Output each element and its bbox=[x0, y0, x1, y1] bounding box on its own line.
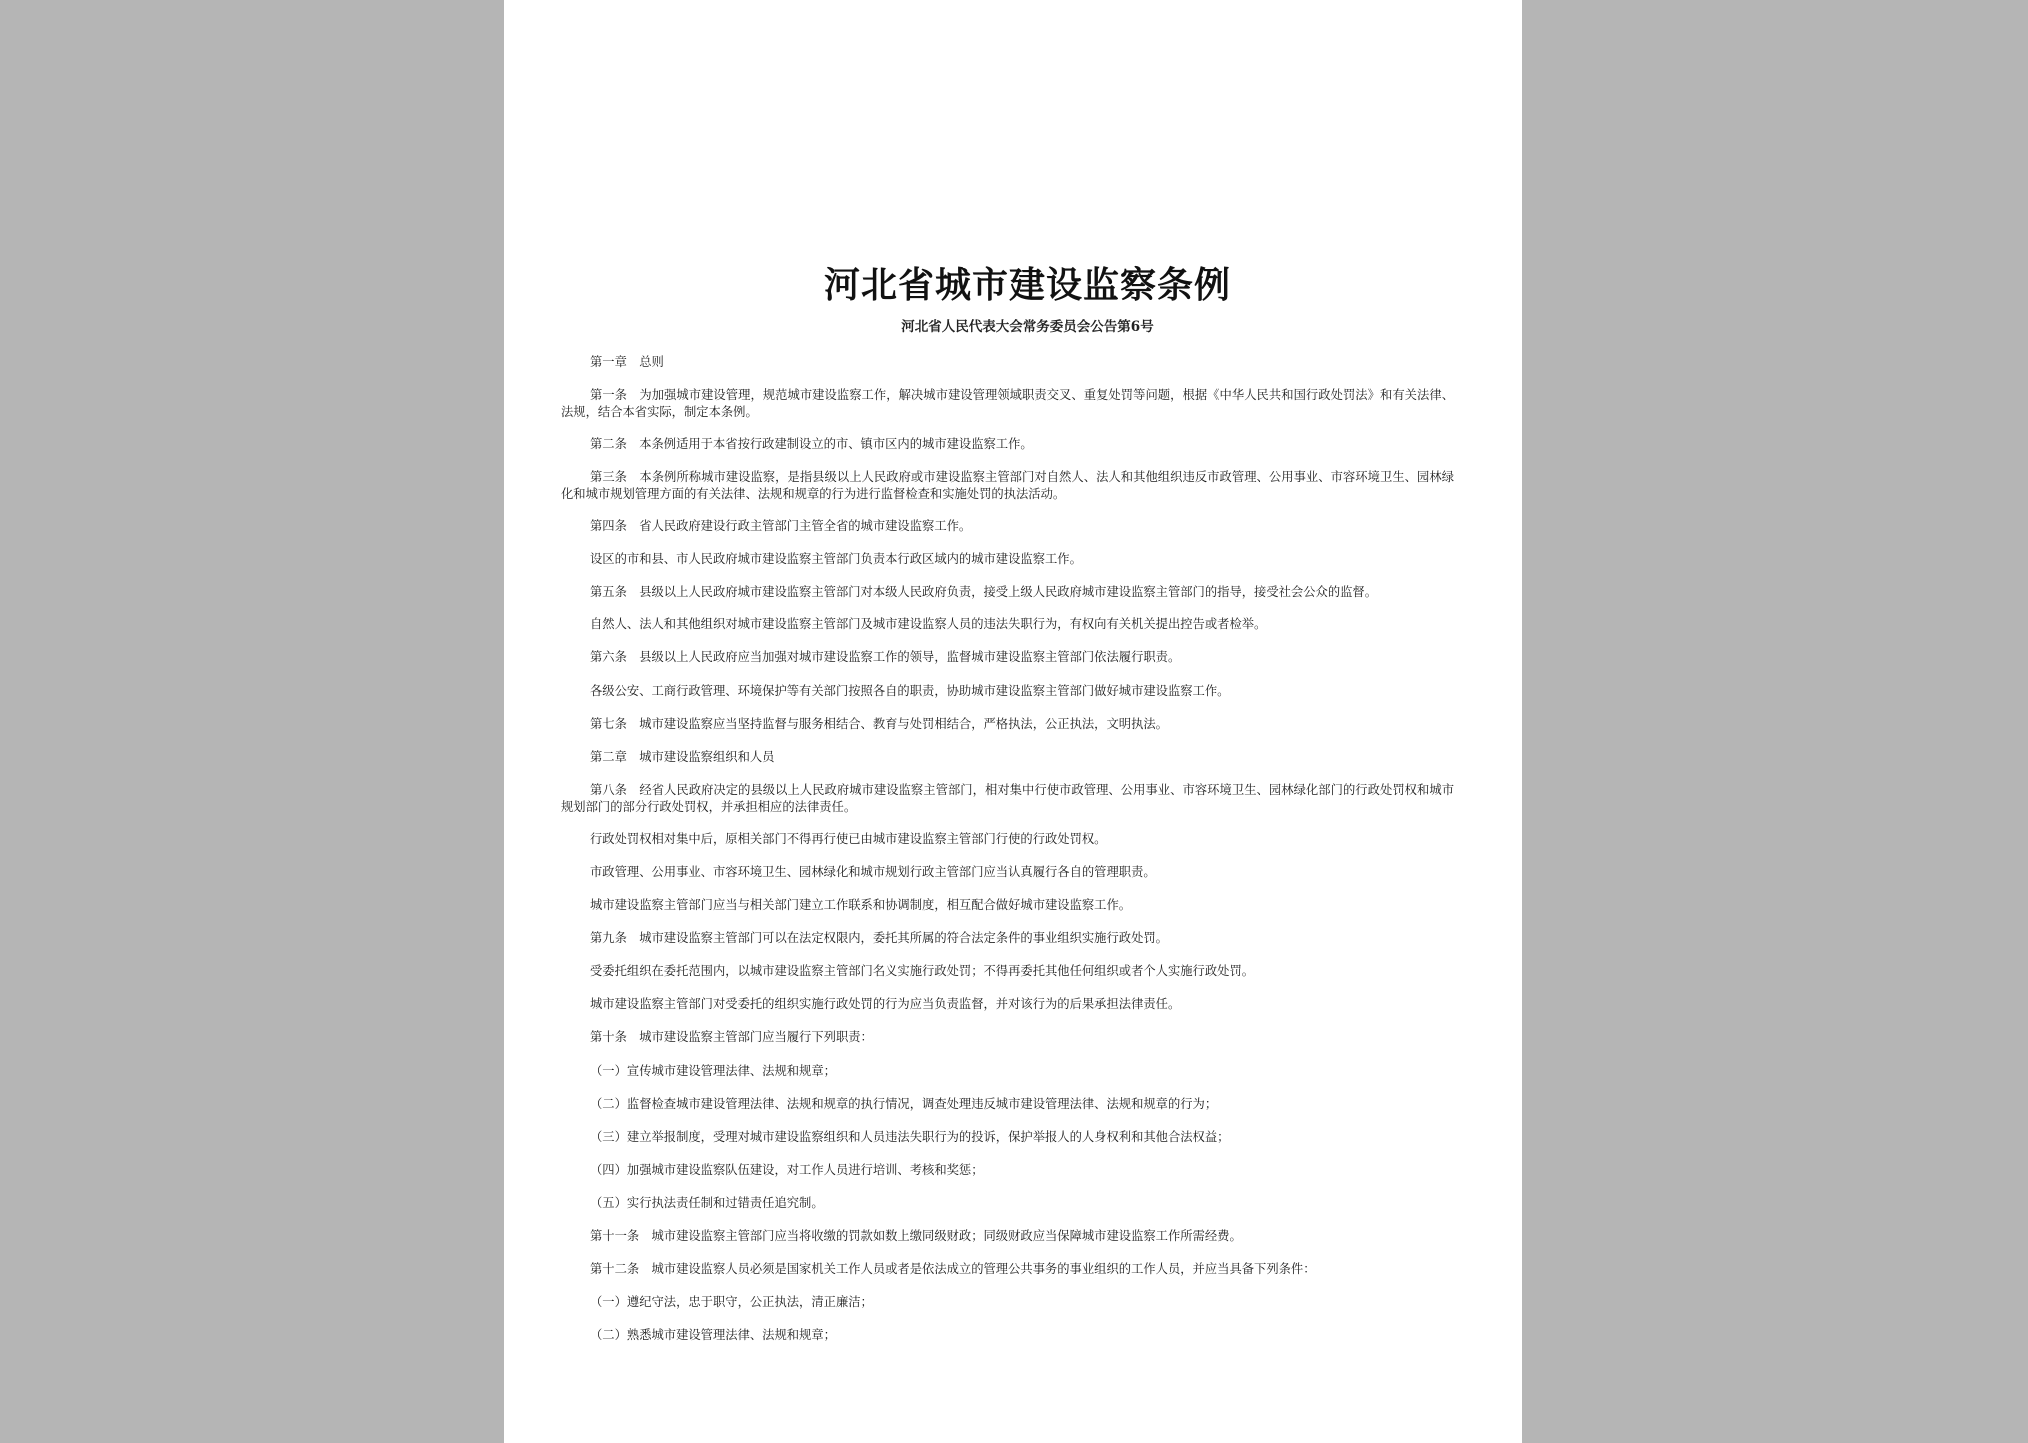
document-page bbox=[504, 0, 1522, 1443]
paragraph: （五）实行执法责任制和过错责任追究制。 bbox=[590, 1195, 824, 1210]
paragraph: （四）加强城市建设监察队伍建设，对工作人员进行培训、考核和奖惩； bbox=[590, 1162, 984, 1177]
document-title: 河北省城市建设监察条例 bbox=[823, 264, 1231, 306]
paragraph: 城市建设监察主管部门应当与相关部门建立工作联系和协调制度，相互配合做好城市建设监察工作。 bbox=[590, 898, 1132, 913]
paragraph: 第二条 本条例适用于本省按行政建制设立的市、镇市区内的城市建设监察工作。 bbox=[590, 437, 1033, 452]
paragraph: 设区的市和县、市人民政府城市建设监察主管部门负责本行政区域内的城市建设监察工作。 bbox=[590, 552, 1082, 567]
paragraph: （一）遵纪守法，忠于职守，公正执法，清正廉洁； bbox=[590, 1295, 873, 1310]
paragraph: 第九条 城市建设监察主管部门可以在法定权限内，委托其所属的符合法定条件的事业组织实施行政处罚。 bbox=[590, 931, 1168, 946]
paragraph: （三）建立举报制度，受理对城市建设监察组织和人员违法失职行为的投诉，保护举报人的人身权利和其他合法权益； bbox=[590, 1129, 1230, 1144]
paragraph: 第十一条 城市建设监察主管部门应当将收缴的罚款如数上缴同级财政；同级财政应当保障城市建设监察工作所需经费。 bbox=[590, 1228, 1242, 1243]
document-subtitle: 河北省人民代表大会常务委员会公告第6号 bbox=[901, 319, 1154, 335]
paragraph: 第十二条 城市建设监察人员必须是国家机关工作人员或者是依法成立的管理公共事务的事业组织的工作人员，并应当具备下列条件： bbox=[590, 1262, 1316, 1277]
paragraph: 第三条 本条例所称城市建设监察，是指县级以上人民政府或市建设监察主管部门对自然人、法人和其他组织违反市政管理、公用事业、市容环境卫生、园林绿化和城市规划管理方面的有关法律、法规和规章的行为进行监督检查和实施处罚的执法活动。 bbox=[561, 470, 1454, 502]
paragraph: （二）熟悉城市建设管理法律、法规和规章； bbox=[590, 1328, 836, 1343]
paragraph: （二）监督检查城市建设管理法律、法规和规章的执行情况，调查处理违反城市建设管理法律、法规和规章的行为； bbox=[590, 1096, 1218, 1111]
paragraph: 市政管理、公用事业、市容环境卫生、园林绿化和城市规划行政主管部门应当认真履行各自的管理职责。 bbox=[590, 864, 1156, 879]
paragraph: 第一条 为加强城市建设管理，规范城市建设监察工作，解决城市建设管理领域职责交叉、重复处罚等问题，根据《中华人民共和国行政处罚法》和有关法律、法规，结合本省实际，制定本条例。 bbox=[561, 388, 1454, 420]
document-body bbox=[561, 354, 1454, 1344]
paragraph: 第一章 总则 bbox=[590, 355, 664, 369]
paragraph: 第七条 城市建设监察应当坚持监督与服务相结合、教育与处罚相结合，严格执法，公正执法，文明执法。 bbox=[590, 716, 1168, 731]
paragraph: 自然人、法人和其他组织对城市建设监察主管部门及城市建设监察人员的违法失职行为，有权向有关机关提出控告或者检举。 bbox=[590, 617, 1267, 632]
paragraph: 第八条 经省人民政府决定的县级以上人民政府城市建设监察主管部门，相对集中行使市政管理、公用事业、市容环境卫生、园林绿化部门的行政处罚权和城市规划部门的部分行政处罚权，并承担相应的法律责任。 bbox=[561, 782, 1454, 814]
paragraph: 第四条 省人民政府建设行政主管部门主管全省的城市建设监察工作。 bbox=[590, 519, 972, 534]
paragraph: （一）宣传城市建设管理法律、法规和规章； bbox=[590, 1063, 836, 1078]
paragraph: 第五条 县级以上人民政府城市建设监察主管部门对本级人民政府负责，接受上级人民政府城市建设监察主管部门的指导，接受社会公众的监督。 bbox=[590, 585, 1378, 600]
paragraph: 行政处罚权相对集中后，原相关部门不得再行使已由城市建设监察主管部门行使的行政处罚权。 bbox=[590, 831, 1107, 846]
paragraph: 受委托组织在委托范围内，以城市建设监察主管部门名义实施行政处罚；不得再委托其他任何组织或者个人实施行政处罚。 bbox=[590, 964, 1255, 979]
paragraph: 各级公安、工商行政管理、环境保护等有关部门按照各自的职责，协助城市建设监察主管部门做好城市建设监察工作。 bbox=[590, 683, 1230, 698]
paragraph: 第二章 城市建设监察组织和人员 bbox=[590, 749, 775, 764]
paragraph: 城市建设监察主管部门对受委托的组织实施行政处罚的行为应当负责监督，并对该行为的后果承担法律责任。 bbox=[590, 997, 1181, 1012]
paragraph: 第六条 县级以上人民政府应当加强对城市建设监察工作的领导，监督城市建设监察主管部门依法履行职责。 bbox=[590, 650, 1181, 665]
paragraph: 第十条 城市建设监察主管部门应当履行下列职责： bbox=[590, 1030, 873, 1045]
